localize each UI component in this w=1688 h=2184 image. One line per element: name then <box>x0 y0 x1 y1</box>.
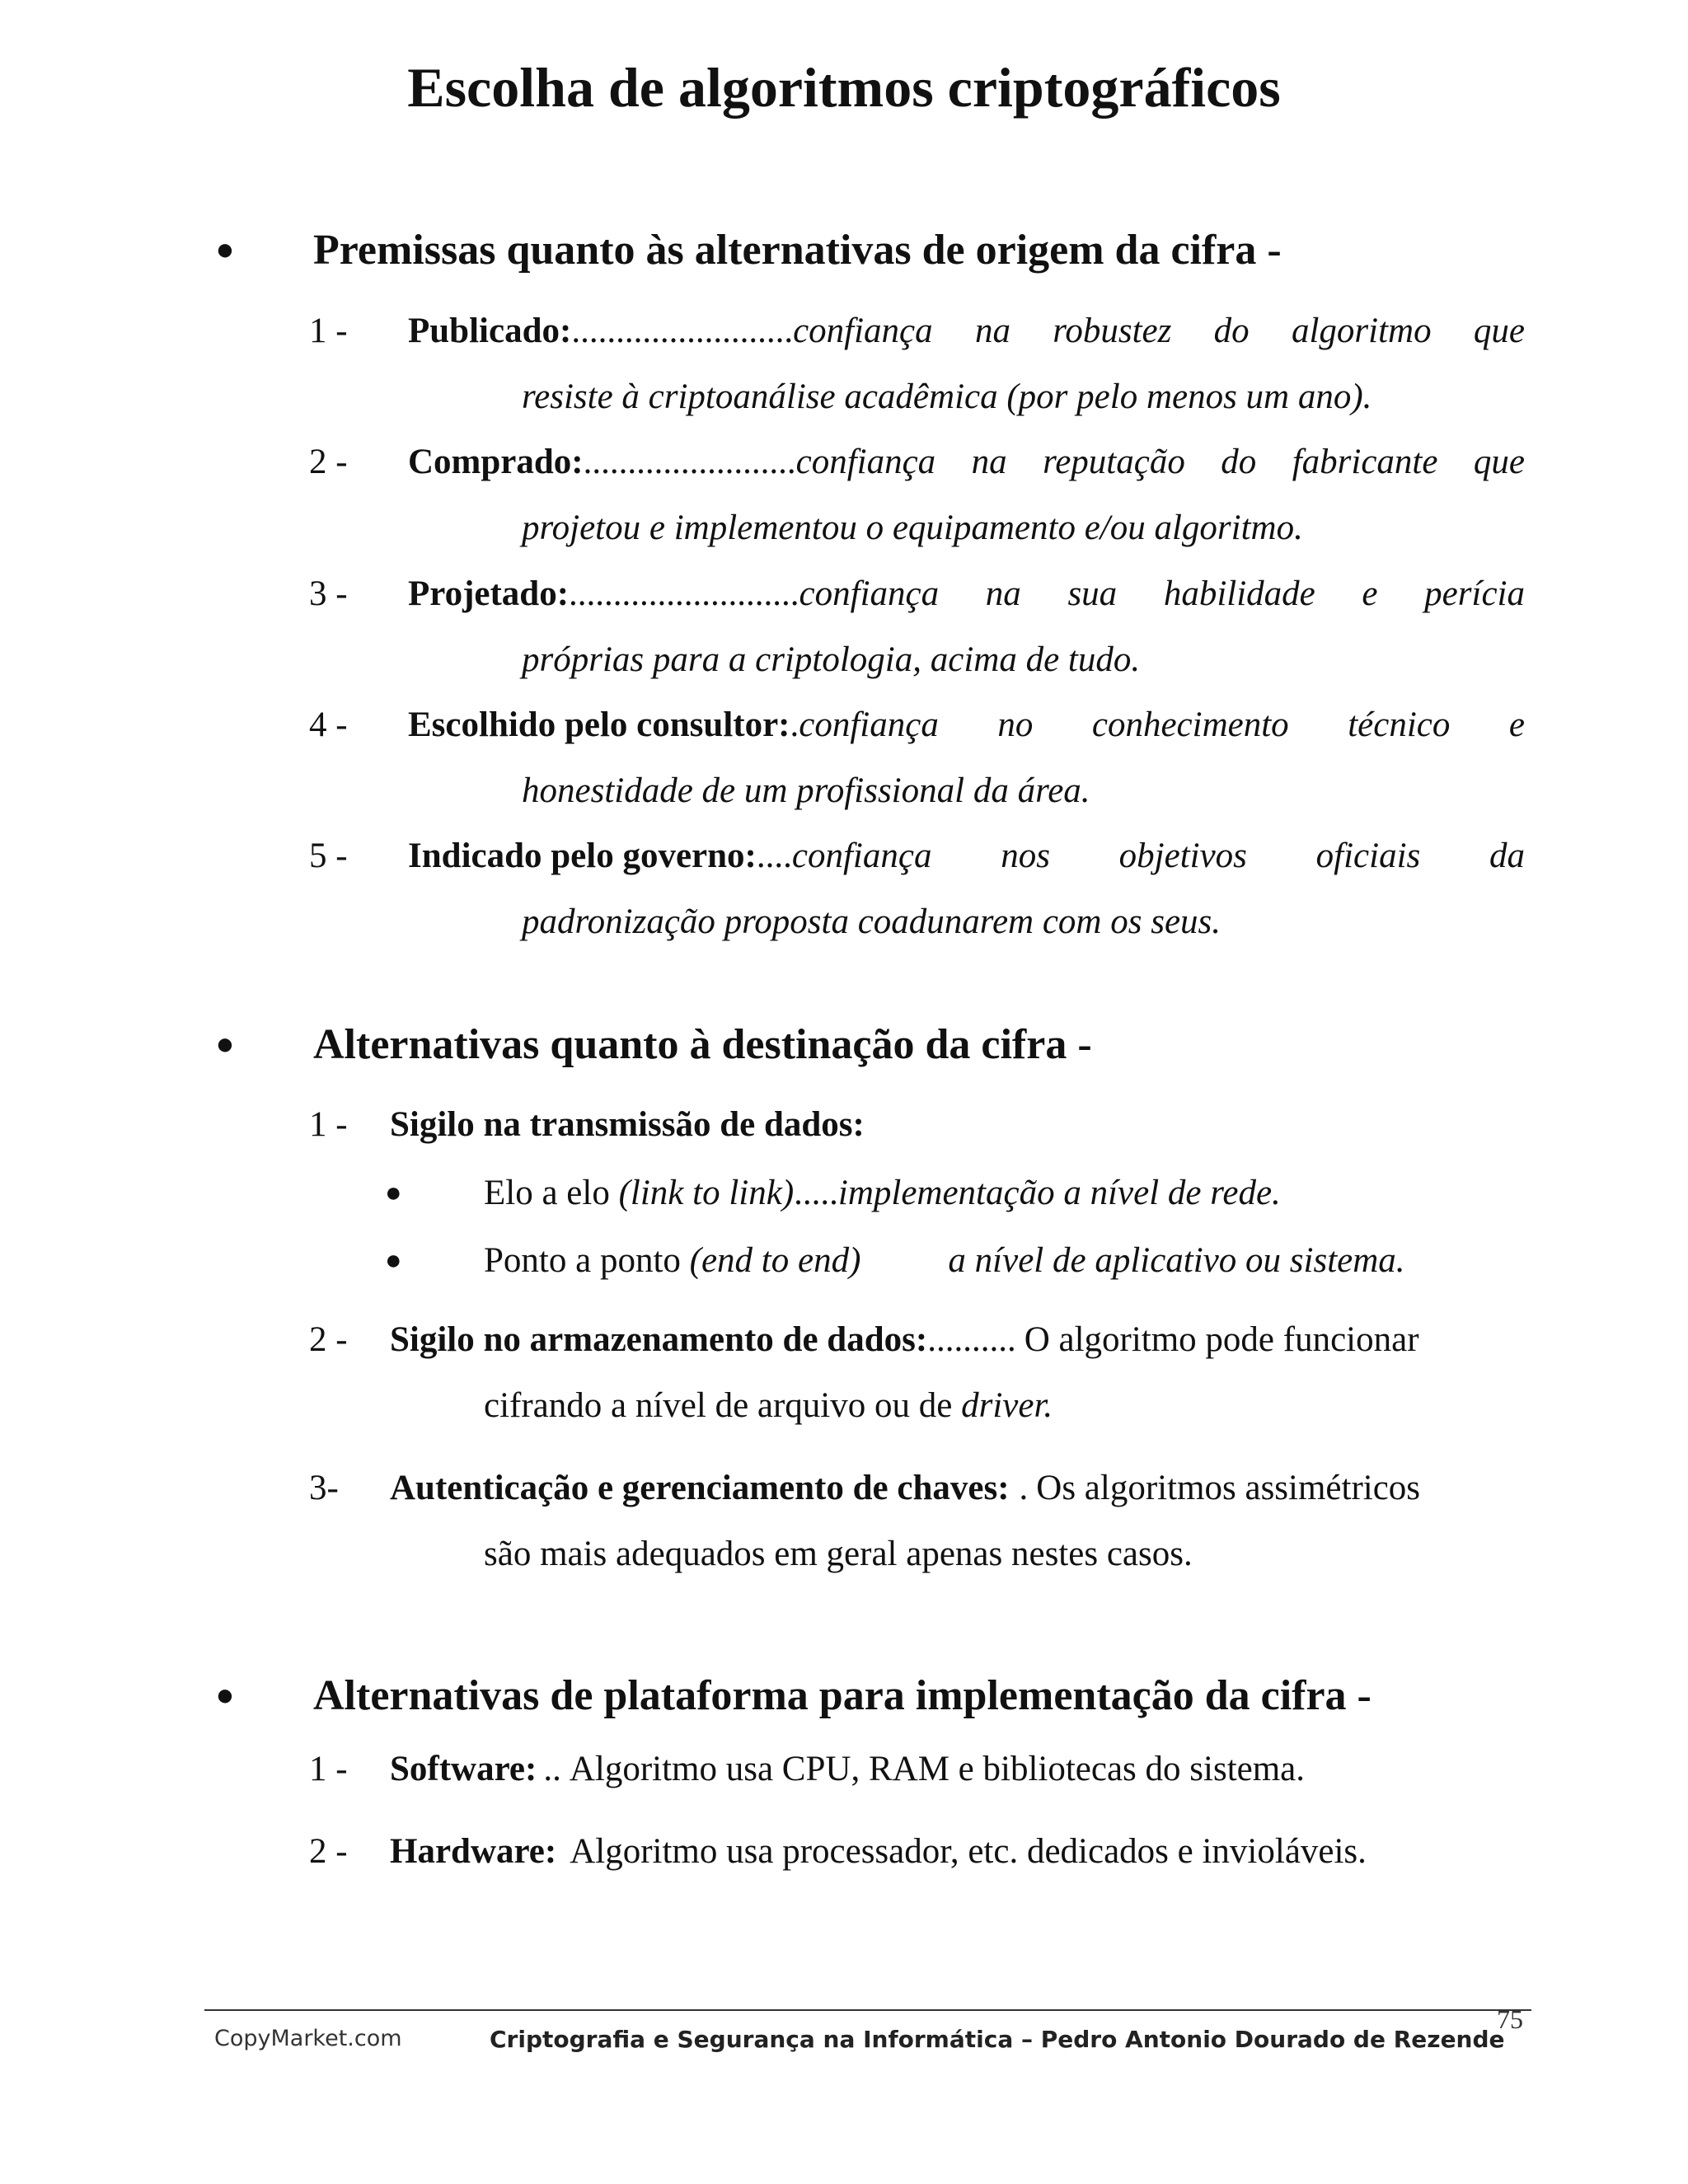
item-label: Sigilo na transmissão de dados: <box>390 1105 865 1144</box>
section-heading-text: Alternativas quanto à destinação da cifra - <box>313 1021 1092 1068</box>
leader-dots: ..... <box>794 1174 838 1212</box>
item-number: 1 - <box>309 1105 348 1144</box>
item-description: confiança nos objetivos oficiais da <box>791 837 1525 875</box>
footer-rule <box>204 2009 1531 2011</box>
section-heading-text: Alternativas de plataforma para implementação da cifra - <box>313 1672 1372 1719</box>
leader-dots: .... <box>756 837 792 875</box>
sub-item-end-to-end: ● Ponto a ponto (end to end) a nível de aplicativo ou sistema. <box>385 1228 1539 1294</box>
bullet-icon: ● <box>215 1027 235 1062</box>
bullet-icon: ● <box>385 1245 402 1276</box>
item-description: confiança no conhecimento técnico e <box>799 705 1525 744</box>
item-description-continued: próprias para a criptologia, acima de tudo. <box>522 640 1141 679</box>
section-heading-text: Premissas quanto às alternativas de origem da cifra - <box>313 227 1282 274</box>
item-number: 5 - <box>309 837 348 875</box>
leader-dots: ........................ <box>583 443 796 481</box>
bullet-icon: ● <box>215 1678 235 1713</box>
item-description: confiança na sua habilidade e perícia <box>799 574 1525 613</box>
item-number: 3 - <box>309 574 348 613</box>
item-label: Autenticação e gerenciamento de chaves: <box>390 1469 1010 1507</box>
item-number: 1 - <box>309 312 348 350</box>
leader-dots: . <box>1019 1469 1029 1507</box>
leader-dots: .......... <box>927 1320 1016 1359</box>
footer-book-title: Criptografia e Segurança na Informática – Pedro Antonio Dourado de Rezende <box>490 2026 1505 2053</box>
item-number: 1 - <box>309 1750 348 1788</box>
item-description: Algoritmo usa processador, etc. dedicados e invioláveis. <box>570 1832 1367 1871</box>
item-number: 4 - <box>309 705 348 744</box>
item-number: 2 - <box>309 1320 348 1359</box>
item-description: Os algoritmos assimétricos <box>1036 1469 1421 1507</box>
item-label: Hardware: <box>390 1832 557 1871</box>
item-description: confiança na robustez do algoritmo que <box>793 312 1525 350</box>
bullet-icon: ● <box>385 1178 402 1208</box>
item-label: Publicado: <box>408 312 572 350</box>
leader-dots: .......................... <box>569 574 799 613</box>
item-number: 3- <box>309 1469 339 1507</box>
item-number: 2 - <box>309 1832 348 1871</box>
item-label: Indicado pelo governo: <box>408 837 757 875</box>
sub-item-link-to-link: ● Elo a elo (link to link).....implementação a nível de rede. <box>385 1160 1539 1226</box>
item-label: Projetado: <box>408 574 570 613</box>
page-number: 75 <box>1497 2004 1523 2034</box>
item-description: Algoritmo usa CPU, RAM e bibliotecas do sistema. <box>569 1750 1306 1788</box>
item-description: confiança na reputação do fabricante que <box>795 443 1525 481</box>
bullet-icon: ● <box>215 232 235 267</box>
footer-site: CopyMarket.com <box>214 2026 402 2051</box>
item-label: Escolhido pelo consultor: <box>408 705 790 744</box>
page-title: Escolha de algoritmos criptográficos <box>407 56 1281 119</box>
item-number: 2 - <box>309 443 348 481</box>
item-description-continued: cifrando a nível de arquivo ou de driver. <box>484 1386 1053 1425</box>
leader-dots: .. <box>543 1750 561 1788</box>
item-label: Comprado: <box>408 443 584 481</box>
leader-dots: ......................... <box>571 312 794 350</box>
item-description-continued: resiste à criptoanálise acadêmica (por pelo menos um ano). <box>522 377 1372 416</box>
leader-dots: . <box>790 705 799 744</box>
item-description-continued: projetou e implementou o equipamento e/ou algoritmo. <box>522 509 1303 547</box>
item-label: Software: <box>390 1750 537 1788</box>
item-description: O algoritmo pode funcionar <box>1024 1320 1419 1359</box>
item-description-continued: padronização proposta coadunarem com os seus. <box>522 902 1221 941</box>
item-description-continued: são mais adequados em geral apenas nestes casos. <box>484 1535 1193 1573</box>
item-description-continued: honestidade de um profissional da área. <box>522 771 1090 810</box>
item-label: Sigilo no armazenamento de dados: <box>390 1320 928 1359</box>
